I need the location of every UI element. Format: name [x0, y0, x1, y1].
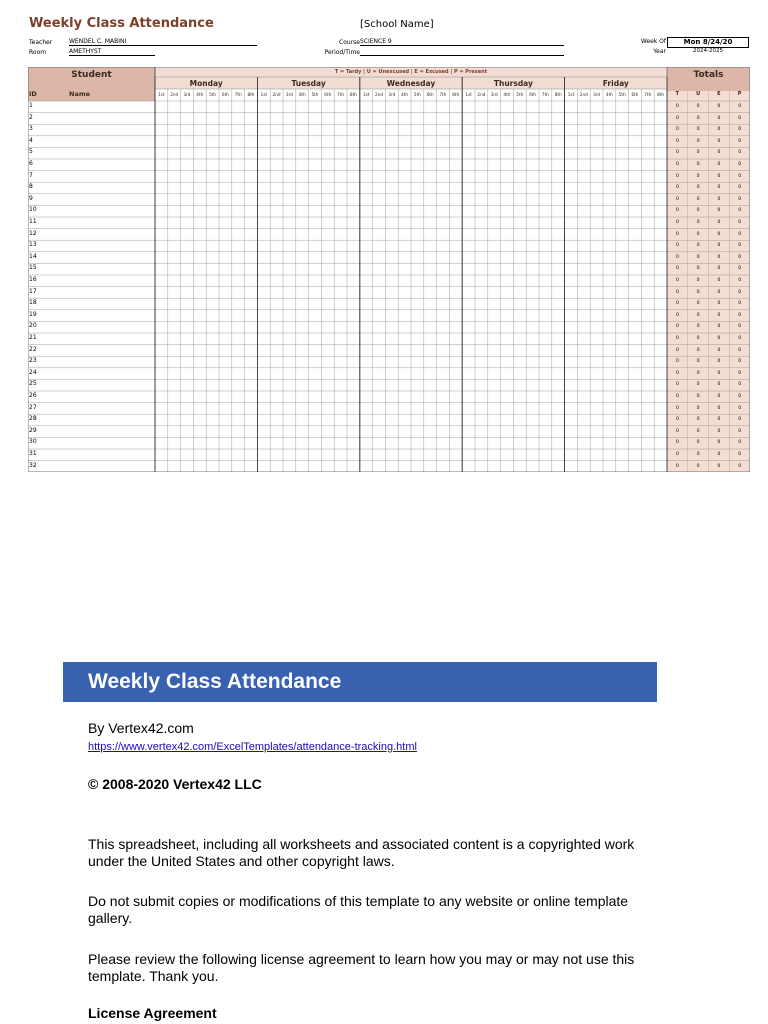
period-label: 4th — [401, 92, 409, 97]
total-cell: 0 — [717, 289, 721, 295]
total-cell: 0 — [717, 243, 721, 249]
total-cell: 0 — [675, 417, 679, 423]
total-cell: 0 — [717, 173, 721, 179]
period-label: 4th — [503, 92, 511, 97]
school-name[interactable]: [School Name] — [360, 19, 434, 30]
total-cell: 0 — [717, 162, 721, 167]
period-label: 5th — [516, 92, 524, 97]
info-banner: Weekly Class Attendance — [63, 662, 657, 702]
total-cell: 0 — [675, 243, 679, 249]
total-cell: 0 — [738, 196, 742, 202]
total-cell: 0 — [696, 254, 700, 260]
total-cell: 0 — [717, 336, 721, 341]
total-cell: 0 — [696, 301, 700, 307]
week-of-field[interactable]: Mon 8/24/20 — [667, 37, 749, 48]
teacher-row — [29, 38, 257, 46]
total-cell: 0 — [738, 185, 742, 191]
period-row — [300, 48, 564, 56]
total-cell: 0 — [738, 220, 742, 225]
total-column-t: T — [675, 91, 680, 97]
total-cell: 0 — [675, 162, 679, 167]
row-id: 10 — [29, 206, 37, 214]
total-cell: 0 — [675, 115, 679, 121]
total-cell: 0 — [738, 440, 742, 446]
total-cell: 0 — [675, 440, 679, 446]
total-cell: 0 — [696, 220, 700, 225]
period-label: 1st — [567, 92, 575, 97]
total-cell: 0 — [738, 115, 742, 121]
day-header-thursday: Thursday — [493, 79, 533, 88]
status-legend: T = Tardy | U = Unexcused | E = Excused | P = Present — [334, 69, 488, 75]
copyright-notice: © 2008-2020 Vertex42 LLC — [88, 776, 262, 792]
total-cell: 0 — [738, 405, 742, 411]
row-id: 29 — [29, 426, 37, 434]
copyright-paragraph: This spreadsheet, including all worksheets and associated content is a copyrighted work under the United States and other copyright laws. — [88, 836, 635, 869]
total-cell: 0 — [717, 127, 721, 133]
total-cell: 0 — [675, 301, 679, 307]
row-id: 25 — [29, 380, 37, 388]
row-id: 23 — [29, 357, 37, 365]
total-cell: 0 — [675, 127, 679, 133]
total-cell: 0 — [738, 138, 742, 144]
total-cell: 0 — [717, 463, 721, 469]
year-label: Year — [653, 48, 666, 55]
period-label: 3rd — [593, 92, 601, 97]
total-cell: 0 — [717, 266, 721, 272]
row-id: 19 — [29, 310, 37, 318]
period-label: 7th — [234, 92, 242, 97]
total-cell: 0 — [717, 370, 721, 376]
period-label: 3rd — [490, 92, 498, 97]
total-cell: 0 — [738, 382, 742, 388]
row-id: 16 — [29, 276, 37, 283]
total-cell: 0 — [738, 208, 742, 214]
total-cell: 0 — [738, 347, 742, 353]
total-cell: 0 — [675, 278, 679, 283]
total-column-u: U — [696, 91, 701, 97]
period-label: 2nd — [579, 92, 588, 97]
total-cell: 0 — [738, 312, 742, 318]
total-cell: 0 — [675, 428, 679, 434]
total-cell: 0 — [696, 359, 700, 365]
day-header-monday: Monday — [189, 79, 223, 88]
row-id: 9 — [29, 194, 33, 202]
distribution-paragraph: Do not submit copies or modifications of this template to any website or online template gallery. — [88, 893, 629, 926]
row-id: 1 — [29, 102, 33, 109]
period-label: 2nd — [272, 92, 281, 97]
total-cell: 0 — [675, 405, 679, 411]
total-cell: 0 — [717, 220, 721, 225]
row-id: 31 — [29, 450, 37, 457]
student-header: Student — [71, 70, 112, 80]
total-cell: 0 — [717, 312, 721, 318]
author-line: By Vertex42.com — [88, 720, 194, 736]
period-label: 1st — [465, 92, 472, 97]
row-id: 14 — [29, 252, 37, 260]
course-value[interactable]: SCIENCE 9 — [360, 38, 564, 46]
total-cell: 0 — [675, 254, 679, 260]
total-cell: 0 — [738, 266, 742, 272]
total-cell: 0 — [717, 382, 721, 388]
row-id: 32 — [29, 461, 37, 469]
total-cell: 0 — [717, 440, 721, 446]
period-label: 7th — [439, 92, 447, 97]
total-cell: 0 — [738, 104, 742, 109]
row-id: 15 — [29, 264, 37, 272]
period-label: 6th — [426, 92, 434, 97]
total-column-p: P — [737, 91, 742, 97]
total-cell: 0 — [717, 347, 721, 353]
total-cell: 0 — [696, 324, 700, 330]
total-cell: 0 — [696, 173, 700, 179]
row-id: 28 — [29, 415, 37, 423]
total-cell: 0 — [738, 231, 742, 237]
year-value[interactable]: 2024-2025 — [693, 48, 723, 54]
total-cell: 0 — [717, 185, 721, 191]
total-cell: 0 — [675, 382, 679, 388]
id-column-header: ID — [29, 90, 37, 98]
period-label: 4th — [605, 92, 613, 97]
total-cell: 0 — [738, 359, 742, 365]
total-cell: 0 — [675, 185, 679, 191]
row-id: 8 — [29, 183, 33, 191]
total-cell: 0 — [675, 208, 679, 214]
row-id: 11 — [29, 218, 37, 225]
course-label: Course — [339, 39, 360, 46]
room-value[interactable]: AMETHYST — [69, 48, 155, 56]
total-cell: 0 — [696, 104, 700, 109]
period-label: 4th — [298, 92, 306, 97]
period-label: Period/Time — [324, 49, 360, 56]
total-cell: 0 — [696, 150, 700, 156]
total-cell: 0 — [738, 173, 742, 179]
total-cell: 0 — [717, 452, 721, 457]
period-label: 6th — [631, 92, 639, 97]
total-cell: 0 — [738, 370, 742, 376]
total-cell: 0 — [696, 370, 700, 376]
template-link[interactable]: https://www.vertex42.com/ExcelTemplates/attendance-tracking.html — [88, 741, 417, 753]
period-value[interactable] — [360, 48, 564, 56]
row-id: 4 — [29, 136, 33, 144]
period-label: 6th — [324, 92, 332, 97]
period-label: 6th — [529, 92, 537, 97]
total-cell: 0 — [675, 452, 679, 457]
period-label: 1st — [158, 92, 165, 97]
total-cell: 0 — [696, 115, 700, 121]
total-cell: 0 — [675, 347, 679, 353]
total-cell: 0 — [696, 243, 700, 249]
name-column-header: Name — [69, 90, 91, 98]
total-cell: 0 — [675, 463, 679, 469]
day-header-friday: Friday — [602, 79, 629, 88]
total-cell: 0 — [738, 428, 742, 434]
total-cell: 0 — [675, 336, 679, 341]
total-cell: 0 — [675, 359, 679, 365]
total-cell: 0 — [696, 266, 700, 272]
total-cell: 0 — [696, 463, 700, 469]
total-cell: 0 — [675, 104, 679, 109]
period-label: 4th — [196, 92, 204, 97]
period-label: 2nd — [170, 92, 179, 97]
row-id: 18 — [29, 299, 37, 307]
total-cell: 0 — [717, 104, 721, 109]
period-label: 8th — [452, 92, 460, 97]
period-label: 8th — [554, 92, 562, 97]
totals-header: Totals — [693, 70, 724, 80]
period-label: 7th — [644, 92, 652, 97]
period-label: 3rd — [183, 92, 191, 97]
total-cell: 0 — [696, 382, 700, 388]
period-label: 8th — [349, 92, 357, 97]
total-cell: 0 — [696, 312, 700, 318]
row-id: 5 — [29, 148, 33, 156]
total-cell: 0 — [717, 196, 721, 202]
period-label: 5th — [311, 92, 319, 97]
row-id: 7 — [29, 171, 33, 179]
total-cell: 0 — [717, 254, 721, 260]
total-cell: 0 — [696, 336, 700, 341]
row-id: 2 — [29, 113, 33, 121]
total-cell: 0 — [738, 289, 742, 295]
total-cell: 0 — [675, 266, 679, 272]
total-cell: 0 — [717, 428, 721, 434]
sheet-title: Weekly Class Attendance — [29, 16, 214, 31]
total-cell: 0 — [717, 115, 721, 121]
total-cell: 0 — [696, 162, 700, 167]
total-cell: 0 — [717, 405, 721, 411]
total-cell: 0 — [675, 220, 679, 225]
period-label: 3rd — [285, 92, 293, 97]
period-label: 1st — [362, 92, 370, 97]
total-cell: 0 — [696, 278, 700, 283]
total-cell: 0 — [717, 301, 721, 307]
total-cell: 0 — [675, 370, 679, 376]
grid-lines — [28, 67, 750, 472]
total-cell: 0 — [696, 452, 700, 457]
license-review-paragraph: Please review the following license agreement to learn how you may or may not use this template. Thank you. — [88, 951, 635, 984]
week-label: Week Of — [640, 38, 666, 45]
row-id: 27 — [29, 403, 37, 411]
total-cell: 0 — [738, 417, 742, 423]
total-cell: 0 — [696, 208, 700, 214]
total-cell: 0 — [696, 417, 700, 423]
total-cell: 0 — [675, 289, 679, 295]
total-cell: 0 — [738, 463, 742, 469]
total-cell: 0 — [717, 278, 721, 283]
row-id: 3 — [29, 125, 33, 133]
total-cell: 0 — [738, 452, 742, 457]
total-cell: 0 — [696, 196, 700, 202]
total-cell: 0 — [675, 150, 679, 156]
total-cell: 0 — [675, 394, 679, 399]
total-cell: 0 — [696, 347, 700, 353]
period-label: 2nd — [375, 92, 383, 97]
period-label: 1st — [260, 92, 268, 97]
total-cell: 0 — [738, 150, 742, 156]
period-label: 6th — [221, 92, 229, 97]
total-cell: 0 — [717, 138, 721, 144]
total-column-e: E — [717, 91, 721, 97]
period-label: 8th — [247, 92, 255, 97]
total-cell: 0 — [717, 150, 721, 156]
row-id: 24 — [29, 368, 37, 376]
total-cell: 0 — [738, 127, 742, 133]
period-label: 8th — [657, 92, 665, 97]
course-row — [300, 38, 564, 46]
row-id: 17 — [29, 287, 37, 295]
total-cell: 0 — [717, 417, 721, 423]
row-id: 26 — [29, 392, 37, 399]
total-cell: 0 — [696, 428, 700, 434]
total-cell: 0 — [738, 162, 742, 167]
total-cell: 0 — [696, 440, 700, 446]
period-label: 5th — [413, 92, 421, 97]
period-label: 5th — [209, 92, 217, 97]
total-cell: 0 — [738, 324, 742, 330]
total-cell: 0 — [696, 231, 700, 237]
day-header-wednesday: Wednesday — [386, 79, 436, 88]
period-label: 3rd — [388, 92, 396, 97]
total-cell: 0 — [738, 243, 742, 249]
total-cell: 0 — [696, 138, 700, 144]
total-cell: 0 — [675, 196, 679, 202]
day-header-tuesday: Tuesday — [291, 79, 326, 88]
row-id: 13 — [29, 241, 37, 249]
row-id: 21 — [29, 334, 37, 341]
total-cell: 0 — [738, 394, 742, 399]
row-id: 30 — [29, 438, 37, 446]
total-cell: 0 — [717, 231, 721, 237]
license-heading: License Agreement — [88, 1005, 217, 1021]
period-label: 7th — [541, 92, 549, 97]
total-cell: 0 — [738, 278, 742, 283]
total-cell: 0 — [717, 359, 721, 365]
total-cell: 0 — [738, 301, 742, 307]
total-cell: 0 — [696, 289, 700, 295]
total-cell: 0 — [696, 185, 700, 191]
total-cell: 0 — [675, 231, 679, 237]
total-cell: 0 — [696, 394, 700, 399]
total-cell: 0 — [675, 138, 679, 144]
total-cell: 0 — [696, 127, 700, 133]
total-cell: 0 — [696, 405, 700, 411]
row-id: 6 — [29, 160, 33, 167]
period-label: 5th — [618, 92, 626, 97]
teacher-value[interactable]: WENDEL C. MABINI — [69, 38, 257, 46]
row-id: 20 — [29, 322, 37, 330]
attendance-grid — [28, 67, 750, 472]
total-cell: 0 — [738, 336, 742, 341]
row-id: 12 — [29, 229, 37, 237]
room-row — [29, 48, 155, 56]
total-cell: 0 — [717, 394, 721, 399]
total-cell: 0 — [675, 324, 679, 330]
row-id: 22 — [29, 345, 37, 353]
period-label: 7th — [337, 92, 345, 97]
total-cell: 0 — [738, 254, 742, 260]
total-cell: 0 — [717, 324, 721, 330]
room-label: Room — [29, 49, 47, 56]
teacher-label: Teacher — [29, 39, 53, 46]
total-cell: 0 — [675, 173, 679, 179]
total-cell: 0 — [717, 208, 721, 214]
period-label: 2nd — [477, 92, 486, 97]
total-cell: 0 — [675, 312, 679, 318]
